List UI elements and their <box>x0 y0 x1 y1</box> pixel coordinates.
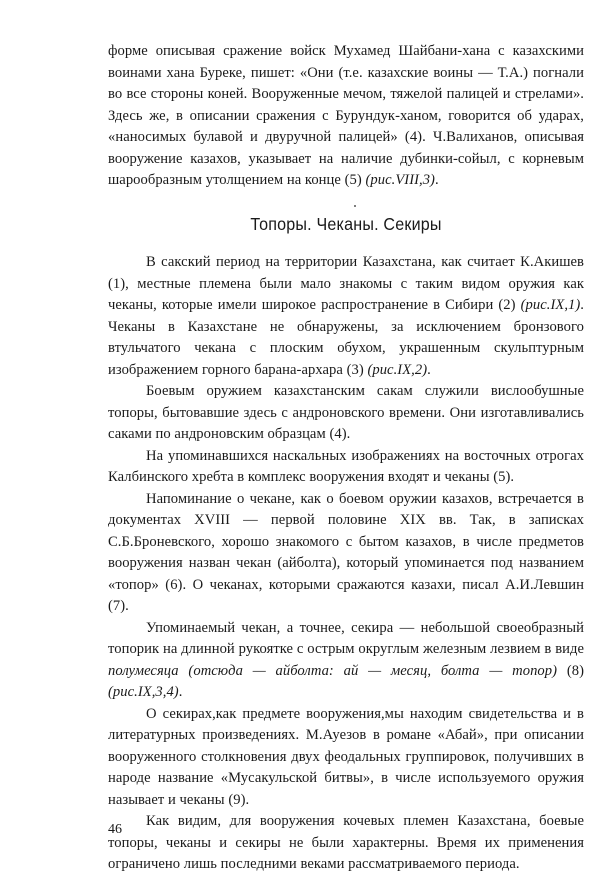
paragraph-5-text-a: Упоминаемый чекан, а точнее, секира — небольшой своеобразный топорик на длинной рукоятке с острым округлым железным лезвием в виде <box>108 619 584 657</box>
paragraph-3: На упоминавшихся наскальных изображениях на восточных отрогах Калбинского хребта в комплекс вооружения входят и чеканы (5). <box>108 447 584 485</box>
figure-reference: (рис.VIII,3) <box>365 172 435 188</box>
paragraph-5-italic: полумесяца (отсюда — айболта: ай — месяц, болта — топор) <box>108 662 558 679</box>
paragraph-5 <box>108 618 584 704</box>
top-paragraph <box>108 41 584 192</box>
top-paragraph-text: форме описывая сражение войск Мухамед Шайбани-хана с казахскими воинами хана Буреке, пишет: «Они (т.е. казахские воины — Т.А.) погнали во все стороны коней. Вооруженные мечом, тяжелой палицей и стрелами». Здесь же, в описании сражения с Бурундук-ханом, говорится об ударах, «наносимых булавой и двуручной палицей» (4). Ч.Валиханов, описывая вооружение казахов, указывает на наличие дубинки-сойыл, с корневым шарообразным утолщением на конце (5) <box>108 43 584 188</box>
top-paragraph-end: . <box>434 172 439 188</box>
paragraph-1 <box>108 252 584 381</box>
paragraph-5-text-b: (8) <box>557 662 584 679</box>
decorative-dot <box>354 205 356 207</box>
figure-reference: (рис.IX,1) <box>520 297 581 313</box>
paragraph-7: Как видим, для вооружения кочевых племен Казахстана, боевые топоры, чеканы и секиры не были характерны. Время их применения ограничено лишь последними веками рассматриваемого периода. <box>108 813 584 872</box>
paragraph-1-text-b: . Чеканы в Казахстане не обнаружены, за исключением бронзового втульчатого чекана с плоским обухом, украшенным скульптурным изображением горного барана-архара (3) <box>108 297 584 378</box>
section-heading: Топоры. Чеканы. Секиры <box>250 214 442 234</box>
paragraph-1-text-c: . <box>427 361 431 378</box>
paragraph-5-text-c: . <box>178 684 183 700</box>
section-body <box>108 252 584 876</box>
paragraph-1-text-a: В сакский период на территории Казахстана, как считает К.Акишев (1), местные племена были мало знакомы с таким видом оружия как чеканы, которые имели широкое распространение в Сибири (2) <box>108 254 584 313</box>
paragraph-4: Напоминание о чекане, как о боевом оружии казахов, встречается в документах XVIII — первой половине XIX вв. Так, в записках С.Б.Броневского, хорошо знакомого с бытом казахов, в числе предметов вооружения назван чекан (айболта), который упоминается под названием «топор» (6). О чеканах, которыми сражаются казахи, писал А.И.Левшин (7). <box>108 490 584 614</box>
figure-reference: (рис.IX,3,4) <box>108 684 179 700</box>
page-number: 46 <box>108 822 122 837</box>
paragraph-2: Боевым оружием казахстанским сакам служили вислообушные топоры, бытовавшие здесь с андроновского времени. Они изготавливались саками по андроновским образцам (4). <box>108 383 584 442</box>
paragraph-6: О секирах,как предмете вооружения,мы находим свидетельства и в литературных произведениях. М.Ауезов в романе «Абай», при описании вооруженного столкновения двух феодальных группировок, получивших в народе название «Мусакульской битвы», в числе используемого оружия называет и чеканы (9). <box>108 705 584 808</box>
figure-reference: (рис.IX,2) <box>367 361 428 378</box>
